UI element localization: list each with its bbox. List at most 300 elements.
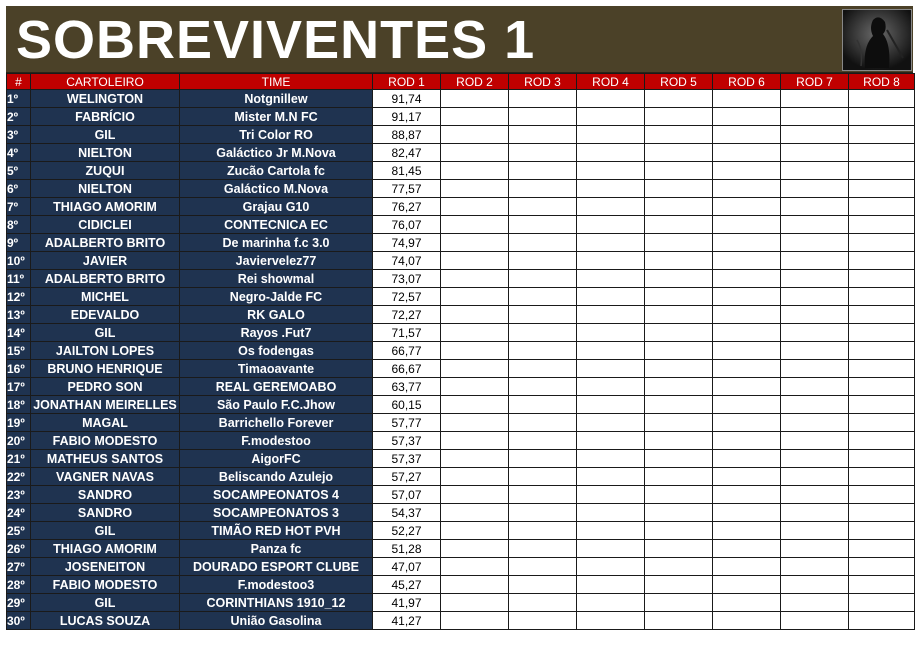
empty-rod-cell (713, 522, 781, 540)
team-cell: SOCAMPEONATOS 3 (180, 504, 373, 522)
empty-rod-cell (849, 252, 915, 270)
empty-rod-cell (713, 126, 781, 144)
empty-rod-cell (849, 90, 915, 108)
table-row (7, 162, 915, 180)
position-cell: 19º (7, 414, 31, 432)
empty-rod-cell (781, 126, 849, 144)
empty-rod-cell (577, 396, 645, 414)
empty-rod-cell (577, 324, 645, 342)
empty-rod-cell (713, 234, 781, 252)
empty-rod-cell (441, 90, 509, 108)
empty-rod-cell (645, 342, 713, 360)
rod1-cell: 41,97 (373, 594, 441, 612)
empty-rod-cell (713, 90, 781, 108)
rod1-cell: 74,97 (373, 234, 441, 252)
empty-rod-cell (713, 270, 781, 288)
cartoleiro-cell: SANDRO (31, 486, 180, 504)
cartoleiro-cell: WELINGTON (31, 90, 180, 108)
rod1-cell: 57,27 (373, 468, 441, 486)
empty-rod-cell (849, 324, 915, 342)
empty-rod-cell (781, 306, 849, 324)
empty-rod-cell (645, 252, 713, 270)
empty-rod-cell (781, 198, 849, 216)
empty-rod-cell (645, 288, 713, 306)
empty-rod-cell (713, 252, 781, 270)
rod1-cell: 74,07 (373, 252, 441, 270)
table-row (7, 486, 915, 504)
empty-rod-cell (441, 198, 509, 216)
empty-rod-cell (781, 162, 849, 180)
table-row (7, 144, 915, 162)
empty-rod-cell (441, 144, 509, 162)
cartoleiro-cell: THIAGO AMORIM (31, 198, 180, 216)
empty-rod-cell (441, 594, 509, 612)
rod1-cell: 57,37 (373, 432, 441, 450)
empty-rod-cell (849, 594, 915, 612)
team-cell: Mister M.N FC (180, 108, 373, 126)
empty-rod-cell (441, 468, 509, 486)
empty-rod-cell (849, 288, 915, 306)
empty-rod-cell (509, 126, 577, 144)
empty-rod-cell (849, 414, 915, 432)
empty-rod-cell (849, 450, 915, 468)
cartoleiro-cell: ADALBERTO BRITO (31, 270, 180, 288)
team-cell: SOCAMPEONATOS 4 (180, 486, 373, 504)
empty-rod-cell (849, 162, 915, 180)
position-cell: 17º (7, 378, 31, 396)
empty-rod-cell (645, 198, 713, 216)
empty-rod-cell (509, 198, 577, 216)
table-row (7, 90, 915, 108)
empty-rod-cell (441, 252, 509, 270)
table-row (7, 360, 915, 378)
empty-rod-cell (441, 342, 509, 360)
empty-rod-cell (509, 450, 577, 468)
empty-rod-cell (849, 540, 915, 558)
team-cell: Tri Color RO (180, 126, 373, 144)
rod1-cell: 81,45 (373, 162, 441, 180)
rod1-cell: 77,57 (373, 180, 441, 198)
empty-rod-cell (713, 108, 781, 126)
empty-rod-cell (509, 144, 577, 162)
empty-rod-cell (849, 558, 915, 576)
empty-rod-cell (781, 270, 849, 288)
empty-rod-cell (713, 144, 781, 162)
empty-rod-cell (509, 432, 577, 450)
empty-rod-cell (509, 540, 577, 558)
empty-rod-cell (577, 576, 645, 594)
empty-rod-cell (781, 144, 849, 162)
rod1-cell: 57,77 (373, 414, 441, 432)
empty-rod-cell (713, 594, 781, 612)
empty-rod-cell (577, 468, 645, 486)
team-cell: DOURADO ESPORT CLUBE (180, 558, 373, 576)
empty-rod-cell (441, 306, 509, 324)
cartoleiro-cell: GIL (31, 324, 180, 342)
empty-rod-cell (441, 558, 509, 576)
empty-rod-cell (441, 162, 509, 180)
rod1-cell: 51,28 (373, 540, 441, 558)
empty-rod-cell (781, 234, 849, 252)
cartoleiro-cell: FABIO MODESTO (31, 576, 180, 594)
empty-rod-cell (441, 504, 509, 522)
team-cell: Javiervelez77 (180, 252, 373, 270)
position-cell: 5º (7, 162, 31, 180)
rod1-cell: 72,57 (373, 288, 441, 306)
rod1-cell: 66,67 (373, 360, 441, 378)
table-row (7, 468, 915, 486)
empty-rod-cell (645, 486, 713, 504)
empty-rod-cell (441, 288, 509, 306)
position-cell: 30º (7, 612, 31, 630)
empty-rod-cell (509, 558, 577, 576)
rod1-cell: 88,87 (373, 126, 441, 144)
empty-rod-cell (849, 306, 915, 324)
empty-rod-cell (849, 432, 915, 450)
empty-rod-cell (577, 144, 645, 162)
empty-rod-cell (849, 360, 915, 378)
rod1-cell: 57,37 (373, 450, 441, 468)
rod1-cell: 57,07 (373, 486, 441, 504)
team-cell: Rayos .Fut7 (180, 324, 373, 342)
rod1-cell: 41,27 (373, 612, 441, 630)
empty-rod-cell (577, 378, 645, 396)
empty-rod-cell (781, 378, 849, 396)
empty-rod-cell (645, 162, 713, 180)
empty-rod-cell (713, 612, 781, 630)
cartoleiro-cell: BRUNO HENRIQUE (31, 360, 180, 378)
column-header: ROD 8 (849, 74, 915, 90)
empty-rod-cell (577, 504, 645, 522)
column-header: ROD 2 (441, 74, 509, 90)
position-cell: 1º (7, 90, 31, 108)
team-cell: Notgnillew (180, 90, 373, 108)
position-cell: 10º (7, 252, 31, 270)
empty-rod-cell (645, 612, 713, 630)
empty-rod-cell (577, 198, 645, 216)
table-row (7, 180, 915, 198)
empty-rod-cell (441, 360, 509, 378)
team-cell: Negro-Jalde FC (180, 288, 373, 306)
empty-rod-cell (577, 180, 645, 198)
column-header: ROD 7 (781, 74, 849, 90)
empty-rod-cell (509, 234, 577, 252)
rod1-cell: 52,27 (373, 522, 441, 540)
team-cell: Timaoavante (180, 360, 373, 378)
position-cell: 28º (7, 576, 31, 594)
empty-rod-cell (645, 270, 713, 288)
empty-rod-cell (577, 540, 645, 558)
empty-rod-cell (509, 162, 577, 180)
empty-rod-cell (781, 396, 849, 414)
rod1-cell: 47,07 (373, 558, 441, 576)
empty-rod-cell (713, 216, 781, 234)
table-row (7, 432, 915, 450)
empty-rod-cell (645, 576, 713, 594)
rod1-cell: 54,37 (373, 504, 441, 522)
column-header: ROD 6 (713, 74, 781, 90)
empty-rod-cell (441, 486, 509, 504)
empty-rod-cell (577, 108, 645, 126)
empty-rod-cell (441, 216, 509, 234)
table-row (7, 288, 915, 306)
rod1-cell: 82,47 (373, 144, 441, 162)
empty-rod-cell (849, 108, 915, 126)
position-cell: 2º (7, 108, 31, 126)
title-banner (6, 6, 913, 73)
empty-rod-cell (713, 468, 781, 486)
empty-rod-cell (645, 360, 713, 378)
position-cell: 27º (7, 558, 31, 576)
empty-rod-cell (577, 522, 645, 540)
empty-rod-cell (781, 432, 849, 450)
team-cell: CORINTHIANS 1910_12 (180, 594, 373, 612)
empty-rod-cell (781, 558, 849, 576)
cartoleiro-cell: JAVIER (31, 252, 180, 270)
empty-rod-cell (713, 306, 781, 324)
position-cell: 3º (7, 126, 31, 144)
empty-rod-cell (713, 486, 781, 504)
empty-rod-cell (645, 144, 713, 162)
empty-rod-cell (849, 378, 915, 396)
empty-rod-cell (645, 414, 713, 432)
table-row (7, 396, 915, 414)
empty-rod-cell (509, 414, 577, 432)
empty-rod-cell (645, 378, 713, 396)
empty-rod-cell (713, 180, 781, 198)
empty-rod-cell (509, 486, 577, 504)
empty-rod-cell (577, 306, 645, 324)
table-row (7, 594, 915, 612)
header-row (7, 74, 915, 90)
ranking-table (6, 73, 915, 630)
empty-rod-cell (577, 342, 645, 360)
empty-rod-cell (645, 396, 713, 414)
cartoleiro-cell: MICHEL (31, 288, 180, 306)
team-cell: Os fodengas (180, 342, 373, 360)
cartoleiro-cell: MAGAL (31, 414, 180, 432)
position-cell: 11º (7, 270, 31, 288)
cartoleiro-cell: NIELTON (31, 180, 180, 198)
empty-rod-cell (645, 234, 713, 252)
rod1-cell: 66,77 (373, 342, 441, 360)
position-cell: 25º (7, 522, 31, 540)
empty-rod-cell (577, 612, 645, 630)
table-row (7, 414, 915, 432)
empty-rod-cell (645, 180, 713, 198)
empty-rod-cell (441, 540, 509, 558)
rod1-cell: 76,27 (373, 198, 441, 216)
position-cell: 7º (7, 198, 31, 216)
empty-rod-cell (509, 576, 577, 594)
empty-rod-cell (441, 270, 509, 288)
table-row (7, 216, 915, 234)
team-cell: TIMÃO RED HOT PVH (180, 522, 373, 540)
empty-rod-cell (849, 126, 915, 144)
empty-rod-cell (713, 414, 781, 432)
empty-rod-cell (441, 396, 509, 414)
table-row (7, 540, 915, 558)
empty-rod-cell (849, 576, 915, 594)
team-cell: São Paulo F.C.Jhow (180, 396, 373, 414)
empty-rod-cell (645, 558, 713, 576)
empty-rod-cell (441, 234, 509, 252)
column-header: TIME (180, 74, 373, 90)
cartoleiro-cell: LUCAS SOUZA (31, 612, 180, 630)
table-row (7, 234, 915, 252)
team-cell: Grajau G10 (180, 198, 373, 216)
page-title: SOBREVIVENTES 1 (16, 10, 536, 70)
position-cell: 8º (7, 216, 31, 234)
column-header: ROD 5 (645, 74, 713, 90)
empty-rod-cell (781, 504, 849, 522)
team-cell: F.modestoo (180, 432, 373, 450)
empty-rod-cell (713, 324, 781, 342)
empty-rod-cell (781, 324, 849, 342)
empty-rod-cell (577, 162, 645, 180)
team-cell: União Gasolina (180, 612, 373, 630)
position-cell: 21º (7, 450, 31, 468)
position-cell: 13º (7, 306, 31, 324)
cartoleiro-cell: ZUQUI (31, 162, 180, 180)
empty-rod-cell (645, 126, 713, 144)
team-cell: Barrichello Forever (180, 414, 373, 432)
table-row (7, 522, 915, 540)
position-cell: 29º (7, 594, 31, 612)
empty-rod-cell (713, 396, 781, 414)
empty-rod-cell (849, 180, 915, 198)
empty-rod-cell (577, 288, 645, 306)
team-cell: Galáctico Jr M.Nova (180, 144, 373, 162)
position-cell: 23º (7, 486, 31, 504)
empty-rod-cell (509, 216, 577, 234)
empty-rod-cell (849, 486, 915, 504)
empty-rod-cell (577, 432, 645, 450)
empty-rod-cell (781, 486, 849, 504)
rod1-cell: 60,15 (373, 396, 441, 414)
empty-rod-cell (713, 450, 781, 468)
cartoleiro-cell: NIELTON (31, 144, 180, 162)
rod1-cell: 91,17 (373, 108, 441, 126)
empty-rod-cell (849, 522, 915, 540)
cartoleiro-cell: MATHEUS SANTOS (31, 450, 180, 468)
cartoleiro-cell: JAILTON LOPES (31, 342, 180, 360)
empty-rod-cell (645, 450, 713, 468)
empty-rod-cell (713, 288, 781, 306)
empty-rod-cell (713, 198, 781, 216)
empty-rod-cell (781, 252, 849, 270)
empty-rod-cell (441, 108, 509, 126)
empty-rod-cell (713, 504, 781, 522)
empty-rod-cell (577, 594, 645, 612)
hooded-figure-image (842, 9, 912, 71)
empty-rod-cell (713, 432, 781, 450)
table-row (7, 558, 915, 576)
empty-rod-cell (509, 90, 577, 108)
empty-rod-cell (577, 450, 645, 468)
empty-rod-cell (577, 414, 645, 432)
column-header: ROD 3 (509, 74, 577, 90)
empty-rod-cell (509, 108, 577, 126)
cartoleiro-cell: JOSENEITON (31, 558, 180, 576)
rod1-cell: 76,07 (373, 216, 441, 234)
position-cell: 12º (7, 288, 31, 306)
empty-rod-cell (849, 468, 915, 486)
empty-rod-cell (849, 396, 915, 414)
empty-rod-cell (849, 198, 915, 216)
empty-rod-cell (577, 234, 645, 252)
empty-rod-cell (849, 234, 915, 252)
empty-rod-cell (849, 342, 915, 360)
empty-rod-cell (509, 288, 577, 306)
empty-rod-cell (849, 612, 915, 630)
empty-rod-cell (849, 270, 915, 288)
empty-rod-cell (781, 522, 849, 540)
column-header: ROD 4 (577, 74, 645, 90)
empty-rod-cell (781, 594, 849, 612)
cartoleiro-cell: CIDICLEI (31, 216, 180, 234)
position-cell: 22º (7, 468, 31, 486)
table-row (7, 324, 915, 342)
empty-rod-cell (645, 468, 713, 486)
empty-rod-cell (781, 180, 849, 198)
team-cell: Zucão Cartola fc (180, 162, 373, 180)
cartoleiro-cell: VAGNER NAVAS (31, 468, 180, 486)
empty-rod-cell (781, 90, 849, 108)
empty-rod-cell (509, 306, 577, 324)
empty-rod-cell (441, 324, 509, 342)
empty-rod-cell (713, 378, 781, 396)
empty-rod-cell (509, 252, 577, 270)
empty-rod-cell (713, 342, 781, 360)
empty-rod-cell (441, 450, 509, 468)
cartoleiro-cell: ADALBERTO BRITO (31, 234, 180, 252)
empty-rod-cell (645, 540, 713, 558)
rod1-cell: 71,57 (373, 324, 441, 342)
rod1-cell: 45,27 (373, 576, 441, 594)
position-cell: 4º (7, 144, 31, 162)
empty-rod-cell (577, 252, 645, 270)
empty-rod-cell (645, 324, 713, 342)
empty-rod-cell (849, 144, 915, 162)
empty-rod-cell (577, 558, 645, 576)
empty-rod-cell (849, 216, 915, 234)
position-cell: 20º (7, 432, 31, 450)
empty-rod-cell (713, 162, 781, 180)
empty-rod-cell (577, 486, 645, 504)
rod1-cell: 73,07 (373, 270, 441, 288)
column-header: ROD 1 (373, 74, 441, 90)
team-cell: F.modestoo3 (180, 576, 373, 594)
empty-rod-cell (645, 216, 713, 234)
team-cell: CONTECNICA EC (180, 216, 373, 234)
table-row (7, 306, 915, 324)
empty-rod-cell (509, 342, 577, 360)
empty-rod-cell (509, 360, 577, 378)
empty-rod-cell (645, 504, 713, 522)
cartoleiro-cell: GIL (31, 594, 180, 612)
team-cell: REAL GEREMOABO (180, 378, 373, 396)
cartoleiro-cell: GIL (31, 522, 180, 540)
empty-rod-cell (441, 522, 509, 540)
empty-rod-cell (441, 612, 509, 630)
team-cell: Beliscando Azulejo (180, 468, 373, 486)
empty-rod-cell (577, 126, 645, 144)
column-header: # (7, 74, 31, 90)
table-row (7, 576, 915, 594)
empty-rod-cell (441, 180, 509, 198)
empty-rod-cell (509, 594, 577, 612)
